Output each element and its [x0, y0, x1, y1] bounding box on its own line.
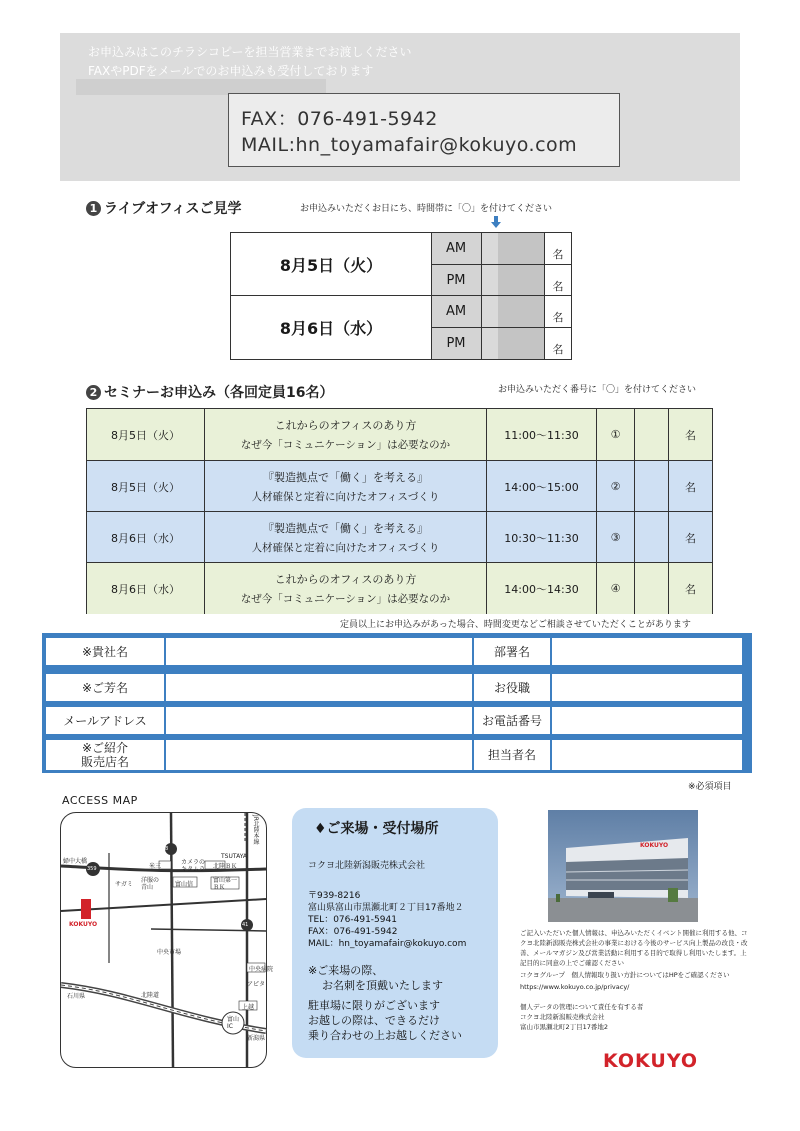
tour-unit: 名	[552, 248, 564, 261]
chuo-ichiba-label: 中央市場	[157, 949, 182, 956]
down-arrow-icon	[491, 216, 501, 228]
seminar-number-badge: 2	[86, 385, 101, 400]
seminar-table	[86, 408, 713, 614]
seminar-time: 14:00～15:00	[487, 461, 597, 512]
privacy-responsible: 個人データの管理について責任を有する者	[520, 1003, 644, 1011]
seminar-row	[87, 562, 712, 614]
tour-date-2: 8月6日（水）	[279, 318, 383, 338]
reception-company: コクヨ北陸新潟販売株式会社	[308, 861, 426, 871]
full-name-label: ※ご芳名	[46, 674, 164, 701]
fuchu-bridge-label: 婦中大橋	[63, 858, 88, 865]
privacy-address: 富山市黒瀬北町2丁目17番地2	[520, 1023, 609, 1031]
reception-parking-note-3: 乗り合わせの上お越しください	[308, 1029, 462, 1042]
tour-slot-label: PM	[431, 328, 481, 359]
toyama-ic-label: 富山 IC	[227, 1016, 240, 1030]
header-instruction: お申込みはこのチラシコピーを担当営業までお渡しください	[88, 45, 412, 59]
jr-line-label: JR北陸本線	[252, 815, 259, 845]
seminar-topic	[205, 461, 487, 512]
tour-slot-label: AM	[431, 296, 481, 327]
route-41-label: 41	[242, 922, 249, 928]
seminar-note: お申込みいただく番号に「〇」を付けてください	[498, 385, 697, 395]
route-359-label: 359	[87, 866, 97, 872]
tour-section-title	[86, 198, 241, 218]
hokuriku-bk-label: 北陸ＢＫ	[213, 863, 238, 870]
tour-divider	[431, 233, 432, 359]
tour-slot-label: PM	[431, 265, 481, 296]
kokuyo-logo: KOKUYO	[603, 1050, 699, 1072]
toyama-shin-label: 富山信	[175, 881, 194, 888]
company-name-field[interactable]	[166, 638, 472, 665]
tour-title: ライブオフィスご見学	[104, 201, 242, 217]
daiichi-bk-label: 富山第一 ＢＫ	[213, 877, 238, 891]
reception-box	[292, 808, 498, 1058]
tour-unit: 名	[552, 280, 564, 293]
privacy-notice	[520, 928, 750, 1032]
seminar-time: 14:00～14:30	[487, 563, 597, 614]
seminar-row	[87, 460, 712, 512]
header-subinstruction: FAXやPDFをメールでのお申込みも受付しております	[88, 64, 374, 78]
seminar-topic-subtitle: 人材確保と定着に向けたオフィスづくり	[251, 491, 440, 503]
seminar-footnote: 定員以上にお申込みがあった場合、時間変更などご相談させていただくことがあります	[340, 620, 691, 630]
seminar-topic-title: これからのオフィスのあり方	[274, 573, 417, 586]
access-map	[60, 812, 274, 1068]
seminar-mark-cell[interactable]	[635, 563, 669, 614]
seminar-title: セミナーお申込み（各回定員16名）	[104, 385, 334, 401]
building-sign: KOKUYO	[640, 842, 669, 849]
tour-divider	[431, 264, 571, 265]
contact-box	[228, 93, 620, 167]
reception-tel: TEL：076-491-5941	[308, 915, 397, 925]
tour-table	[230, 232, 572, 360]
tour-divider	[231, 295, 571, 296]
seminar-row	[87, 409, 712, 460]
kokuyo-map-label: KOKUYO	[69, 921, 98, 928]
email-field[interactable]	[166, 707, 472, 734]
header-band	[60, 33, 740, 181]
seminar-mark-cell[interactable]	[635, 409, 669, 460]
reception-zip: 〒939-8216	[308, 891, 361, 901]
chuo-byoin-label: 中央病院	[249, 966, 274, 973]
seminar-topic	[205, 409, 487, 460]
kitamura-label: カメラの キタムラ	[181, 859, 206, 873]
fax-number: FAX：076-491-5942	[241, 108, 438, 130]
tour-note: お申込みいただくお日にち、時間帯に「〇」を付けてください	[300, 204, 553, 214]
tour-mark-cell[interactable]	[482, 265, 544, 296]
privacy-company: コクヨ北陸新潟販売株式会社	[520, 1013, 605, 1021]
seminar-topic-title: 『製造拠点で「働く」を考える』	[263, 522, 428, 535]
apita-label: アピタ	[247, 981, 266, 988]
seminar-topic	[205, 563, 487, 614]
niigata-label: 新潟県	[247, 1035, 266, 1042]
seminar-date: 8月5日（火）	[87, 461, 205, 512]
reception-fax: FAX：076-491-5942	[308, 927, 398, 937]
seminar-time: 10:30～11:30	[487, 512, 597, 563]
mail-address[interactable]: MAIL:hn_toyamafair@kokuyo.com	[241, 134, 578, 156]
phone-field[interactable]	[552, 707, 742, 734]
reception-parking-note: 駐車場に限りがございます	[308, 999, 440, 1012]
privacy-group-policy: コクヨグループ 個人情報取り扱い方針についてはHPをご確認ください	[520, 971, 730, 979]
full-name-field[interactable]	[166, 674, 472, 701]
seminar-topic-title: これからのオフィスのあり方	[274, 419, 417, 432]
seminar-topic-subtitle: なぜ今「コミュニケーション」は必要なのか	[240, 439, 451, 451]
tour-unit: 名	[552, 311, 564, 324]
privacy-url[interactable]: https://www.kokuyo.co.jp/privacy/	[520, 983, 630, 991]
phone-label: お電話番号	[474, 707, 550, 734]
seminar-unit: 名	[685, 428, 696, 442]
seminar-unit: 名	[685, 531, 696, 545]
seminar-mark-cell[interactable]	[635, 461, 669, 512]
tour-mark-cell[interactable]	[482, 296, 544, 327]
tour-slot-label: AM	[431, 233, 481, 264]
reception-address: 富山県富山市黒瀬北町２丁目17番地２	[308, 903, 464, 913]
reception-mail[interactable]: MAIL：hn_toyamafair@kokuyo.com	[308, 939, 467, 949]
ishikawa-label: 石川県	[67, 993, 86, 1000]
seminar-number[interactable]: ②	[597, 461, 635, 512]
reception-card-note-2: お名刺を頂戴いたします	[322, 979, 443, 992]
joetsu-label: 上越	[242, 1004, 255, 1011]
privacy-paragraph: ご記入いただいた個人情報は、申込みいただくイベント開催に利用する他、コクヨ北陸新潟販売株式会社の事業における今後のサービス向上製品の改良・改善、メールマガジン及び営業活動に利用する目的で取得し利用いたします。上記目的に同意の上でご確認ください	[520, 929, 748, 967]
sagami-label: サガミ	[115, 881, 133, 888]
seminar-row	[87, 511, 712, 563]
tsutaya-label: TSUTAYA	[221, 853, 248, 860]
access-map-title: ACCESS MAP	[62, 794, 138, 807]
seminar-topic	[205, 512, 487, 563]
route-8-label: 8	[165, 846, 169, 852]
seminar-unit: 名	[685, 480, 696, 494]
email-label: メールアドレス	[46, 707, 164, 734]
seminar-mark-cell[interactable]	[635, 512, 669, 563]
seminar-time: 11:00～11:30	[487, 409, 597, 460]
tour-unit: 名	[552, 343, 564, 356]
seminar-number[interactable]: ①	[597, 409, 635, 460]
seminar-number[interactable]: ④	[597, 563, 635, 614]
position-label: お役職	[474, 674, 550, 701]
seminar-section-title	[86, 382, 333, 402]
reception-parking-note-2: お越しの際は、できるだけ	[308, 1014, 440, 1027]
tour-mark-cell[interactable]	[482, 328, 544, 359]
reception-card-note: ※ご来場の際、	[308, 964, 384, 977]
seminar-number[interactable]: ③	[597, 512, 635, 563]
seminar-topic-subtitle: なぜ今「コミュニケーション」は必要なのか	[240, 593, 451, 605]
building-illustration	[548, 810, 698, 922]
seminar-date: 8月5日（火）	[87, 409, 205, 460]
seminar-date: 8月6日（水）	[87, 512, 205, 563]
company-name-label: ※貴社名	[46, 638, 164, 665]
position-field[interactable]	[552, 674, 742, 701]
required-note: ※必須項目	[688, 782, 732, 792]
seminar-date: 8月6日（水）	[87, 563, 205, 614]
seminar-unit: 名	[685, 582, 696, 596]
tour-divider	[544, 233, 545, 359]
seminar-topic-title: 『製造拠点で「働く」を考える』	[263, 471, 428, 484]
department-label: 部署名	[474, 638, 550, 665]
hokuriku-road-label: 北陸道	[141, 992, 160, 999]
dealer-field[interactable]	[166, 740, 472, 770]
dealer-label: ※ご紹介 販売店名	[46, 740, 164, 770]
sales-rep-label: 担当者名	[474, 740, 550, 770]
tour-divider	[481, 233, 482, 359]
tour-number-badge: 1	[86, 201, 101, 216]
tour-date-1: 8月5日（火）	[279, 255, 383, 275]
beisan-label: 米三	[149, 863, 162, 870]
tour-mark-cell[interactable]	[482, 233, 544, 264]
sales-rep-field[interactable]	[552, 740, 742, 770]
seminar-topic-subtitle: 人材確保と定着に向けたオフィスづくり	[251, 542, 440, 554]
aoyama-label: 洋服の 青山	[141, 877, 160, 891]
tour-divider	[431, 327, 571, 328]
building-photo	[548, 810, 698, 922]
department-field[interactable]	[552, 638, 742, 665]
applicant-form	[42, 633, 752, 773]
reception-heading: ♦ご来場・受付場所	[314, 821, 439, 837]
